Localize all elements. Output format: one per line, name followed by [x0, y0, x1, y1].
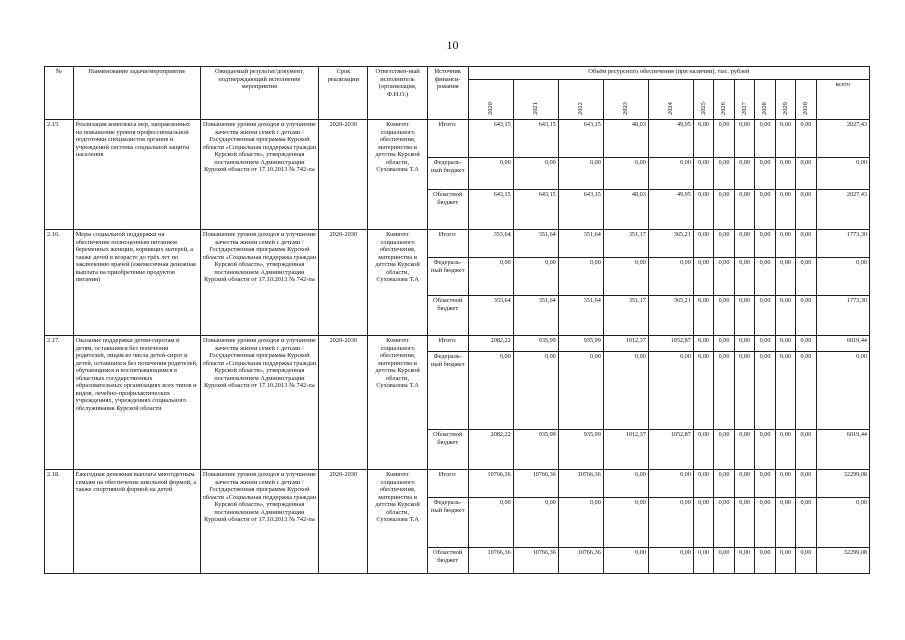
amount-cell: 0,00	[468, 258, 513, 296]
header-term: Срок реализации	[319, 67, 368, 120]
header-year	[603, 80, 648, 120]
header-year-label: 2021	[531, 102, 539, 115]
item-name: Меры социальной поддержки на обеспечение полноценным питанием беременных женщин, кормящих матерей, а также детей в возрасте до трёх лет по заключению врачей (ежемесячная денежная выплата на приобретение продуктов питания)	[73, 230, 200, 336]
amount-cell: 353,64	[468, 230, 513, 258]
amount-cell: 48,03	[603, 190, 648, 230]
header-num: №	[45, 67, 74, 120]
amount-cell: 0,00	[796, 498, 816, 548]
amount-cell: 0,00	[693, 120, 713, 158]
amount-cell: 0,00	[513, 158, 558, 190]
amount-cell: 10766,36	[558, 470, 603, 498]
header-volume: Объём ресурсного обеспечения (при наличии), тыс. рублей	[468, 67, 869, 80]
amount-cell: 0,00	[714, 158, 734, 190]
amount-cell: 0,00	[755, 498, 775, 548]
amount-cell: 48,03	[603, 120, 648, 158]
amount-cell: 643,15	[468, 190, 513, 230]
amount-cell: 49,95	[648, 190, 693, 230]
funding-source: Федераль-ный бюджет	[427, 258, 468, 296]
amount-cell: 643,15	[468, 120, 513, 158]
item-result: Повышение уровня доходов и улучшение качества жизни семей с детьми / Государственная программа Курской области «Социальная поддержка граждан Курской области», утвержденная постановлением Администрации Курской области от 17.10.2013 № 742-па	[200, 230, 319, 336]
amount-cell: 0,00	[755, 470, 775, 498]
amount-cell: 351,17	[603, 230, 648, 258]
header-year-label: 2025	[699, 102, 707, 115]
header-year-label: 2026	[720, 102, 728, 115]
amount-cell: 0,00	[775, 430, 795, 470]
amount-cell: 0,00	[796, 190, 816, 230]
amount-cell: 0,00	[734, 548, 754, 574]
amount-cell: 0,00	[714, 120, 734, 158]
amount-cell: 0,00	[693, 498, 713, 548]
header-year	[734, 80, 754, 120]
header-year	[468, 80, 513, 120]
amount-cell: 0,00	[603, 158, 648, 190]
amount-cell: 0,00	[648, 258, 693, 296]
amount-cell: 0,00	[558, 498, 603, 548]
amount-cell: 0,00	[775, 296, 795, 336]
amount-cell: 0,00	[796, 296, 816, 336]
item-responsible: Комитет социального обеспечения, материнства и детства Курской области, Суховалова Т.А	[368, 336, 427, 470]
amount-cell: 0,00	[755, 296, 775, 336]
item-responsible: Комитет социального обеспечения, материнства и детства Курской области, Суховалова Т.А	[368, 120, 427, 230]
item-term: 2020-2030	[319, 230, 368, 336]
amount-cell: 0,00	[775, 548, 795, 574]
amount-cell: 10766,36	[513, 548, 558, 574]
header-year-label: 2030	[802, 102, 810, 115]
header-year	[755, 80, 775, 120]
amount-cell: 0,00	[755, 548, 775, 574]
amount-cell: 0,00	[468, 352, 513, 430]
total-cell: 32299,08	[816, 470, 869, 498]
amount-cell: 0,00	[513, 352, 558, 430]
amount-cell: 0,00	[775, 470, 795, 498]
amount-cell: 0,00	[734, 470, 754, 498]
amount-cell: 0,00	[796, 258, 816, 296]
amount-cell: 0,00	[693, 258, 713, 296]
amount-cell: 351,64	[513, 230, 558, 258]
amount-cell: 0,00	[513, 258, 558, 296]
amount-cell: 0,00	[714, 230, 734, 258]
amount-cell: 0,00	[796, 430, 816, 470]
amount-cell: 351,17	[603, 296, 648, 336]
amount-cell: 0,00	[775, 120, 795, 158]
header-year	[513, 80, 558, 120]
amount-cell: 0,00	[714, 430, 734, 470]
amount-cell: 0,00	[796, 548, 816, 574]
amount-cell: 0,00	[775, 258, 795, 296]
amount-cell: 0,00	[714, 548, 734, 574]
amount-cell: 1052,87	[648, 430, 693, 470]
total-cell: 6019,44	[816, 336, 869, 352]
header-total: всего	[816, 80, 869, 120]
amount-cell: 0,00	[755, 258, 775, 296]
amount-cell: 643,15	[513, 190, 558, 230]
item-result: Повышение уровня доходов и улучшение качества жизни семей с детьми / Государственная программа Курской области «Социальная поддержка граждан Курской области», утвержденная постановлением Администрации Курской области от 17.10.2013 № 742-па	[200, 120, 319, 230]
funding-source: Федераль-ный бюджет	[427, 352, 468, 430]
amount-cell: 0,00	[714, 190, 734, 230]
amount-cell: 643,15	[558, 190, 603, 230]
amount-cell: 0,00	[603, 352, 648, 430]
amount-cell: 0,00	[734, 296, 754, 336]
amount-cell: 2082,22	[468, 336, 513, 352]
funding-source: Областной бюджет	[427, 296, 468, 336]
header-year-label: 2023	[622, 102, 630, 115]
amount-cell: 353,64	[468, 296, 513, 336]
amount-cell: 0,00	[734, 120, 754, 158]
amount-cell: 0,00	[796, 158, 816, 190]
item-number: 2.17.	[45, 336, 74, 470]
amount-cell: 365,21	[648, 296, 693, 336]
header-year	[775, 80, 795, 120]
total-cell: 1773,30	[816, 230, 869, 258]
amount-cell: 0,00	[648, 352, 693, 430]
amount-cell: 0,00	[648, 158, 693, 190]
header-year-label: 2024	[667, 102, 675, 115]
amount-cell: 0,00	[714, 258, 734, 296]
amount-cell: 643,15	[558, 120, 603, 158]
amount-cell: 0,00	[734, 336, 754, 352]
amount-cell: 0,00	[755, 190, 775, 230]
amount-cell: 0,00	[734, 158, 754, 190]
amount-cell: 2082,22	[468, 430, 513, 470]
item-number: 2.15.	[45, 120, 74, 230]
amount-cell: 351,64	[558, 230, 603, 258]
amount-cell: 0,00	[775, 190, 795, 230]
amount-cell: 0,00	[775, 498, 795, 548]
amount-cell: 0,00	[714, 352, 734, 430]
amount-cell: 0,00	[734, 230, 754, 258]
amount-cell: 0,00	[775, 230, 795, 258]
amount-cell: 0,00	[755, 230, 775, 258]
header-year-label: 2020	[486, 102, 494, 115]
amount-cell: 0,00	[558, 158, 603, 190]
item-result: Повышение уровня доходов и улучшение качества жизни семей с детьми / Государственная программа Курской области «Социальная поддержка граждан Курской области», утвержденная постановлением Администрации Курской области от 17.10.2013 № 742-па	[200, 470, 319, 574]
amount-cell: 1052,87	[648, 336, 693, 352]
amount-cell: 0,00	[755, 120, 775, 158]
total-cell: 2027,43	[816, 120, 869, 158]
amount-cell: 0,00	[796, 336, 816, 352]
header-source: Источник финанси-рования	[427, 67, 468, 120]
table-row	[45, 230, 870, 258]
amount-cell: 0,00	[693, 430, 713, 470]
item-name: Ежегодная денежная выплата многодетным семьям на обеспечение школьной формой, а также спортивной формой на детей	[73, 470, 200, 574]
amount-cell: 0,00	[775, 158, 795, 190]
header-year-label: 2022	[577, 102, 584, 115]
table-row	[45, 120, 870, 158]
item-number: 2.16.	[45, 230, 74, 336]
item-name: Реализация комплекса мер, направленных на повышение уровня профессиональной подготовки специалистов органов и учреждений системы социальной защиты населения	[73, 120, 200, 230]
header-responsible: Ответствен-ный исполнитель (организация, Ф.И.О.)	[368, 67, 427, 120]
table-row	[45, 336, 870, 352]
amount-cell: 0,00	[734, 498, 754, 548]
amount-cell: 10766,36	[558, 548, 603, 574]
item-term: 2020-2030	[319, 120, 368, 230]
amount-cell: 0,00	[734, 430, 754, 470]
amount-cell: 0,00	[693, 230, 713, 258]
item-responsible: Комитет социального обеспечения, материнства и детства Курской области, Суховалова Т.А	[368, 470, 427, 574]
header-name: Наименование задачи/мероприятия	[73, 67, 200, 120]
amount-cell: 0,00	[755, 430, 775, 470]
amount-cell: 935,99	[558, 336, 603, 352]
amount-cell: 0,00	[693, 352, 713, 430]
amount-cell: 351,64	[513, 296, 558, 336]
amount-cell: 935,99	[513, 336, 558, 352]
amount-cell: 0,00	[755, 336, 775, 352]
amount-cell: 0,00	[693, 296, 713, 336]
funding-source: Итого:	[427, 336, 468, 352]
amount-cell: 643,15	[513, 120, 558, 158]
total-cell: 0,00	[816, 258, 869, 296]
amount-cell: 0,00	[558, 258, 603, 296]
header-year	[558, 80, 603, 120]
amount-cell: 0,00	[693, 336, 713, 352]
amount-cell: 0,00	[693, 548, 713, 574]
amount-cell: 0,00	[734, 190, 754, 230]
header-year-label: 2027	[740, 102, 748, 115]
amount-cell: 10766,36	[468, 470, 513, 498]
amount-cell: 0,00	[755, 158, 775, 190]
amount-cell: 0,00	[468, 158, 513, 190]
header-year	[693, 80, 713, 120]
funding-source: Областной бюджет	[427, 430, 468, 470]
total-cell: 2027,43	[816, 190, 869, 230]
amount-cell: 365,21	[648, 230, 693, 258]
amount-cell: 0,00	[734, 352, 754, 430]
header-year-label: 2029	[781, 102, 789, 115]
table-row	[45, 470, 870, 498]
amount-cell: 10766,36	[513, 470, 558, 498]
total-cell: 1773,30	[816, 296, 869, 336]
total-cell: 0,00	[816, 498, 869, 548]
total-cell: 0,00	[816, 352, 869, 430]
header-result: Ожидаемый результат/документ, подтверждающий исполнение мероприятия	[200, 67, 319, 120]
amount-cell: 1012,37	[603, 430, 648, 470]
amount-cell: 0,00	[693, 158, 713, 190]
amount-cell: 0,00	[796, 470, 816, 498]
amount-cell: 0,00	[648, 470, 693, 498]
amount-cell: 0,00	[648, 498, 693, 548]
item-result: Повышение уровня доходов и улучшение качества жизни семей с детьми / Государственная программа Курской области «Социальная поддержка граждан Курской области», утвержденная постановлением Администрации Курской области от 17.10.2013 № 742-па	[200, 336, 319, 470]
amount-cell: 0,00	[796, 120, 816, 158]
amount-cell: 0,00	[796, 230, 816, 258]
amount-cell: 10766,36	[468, 548, 513, 574]
amount-cell: 1012,37	[603, 336, 648, 352]
item-responsible: Комитет социального обеспечения, материнства и детства Курской области, Суховалова Т.А	[368, 230, 427, 336]
amount-cell: 49,95	[648, 120, 693, 158]
funding-source: Областной бюджет	[427, 548, 468, 574]
page-number: 10	[446, 38, 459, 52]
item-term: 2020-2030	[319, 470, 368, 574]
funding-source: Итого:	[427, 230, 468, 258]
amount-cell: 0,00	[714, 498, 734, 548]
amount-cell: 0,00	[648, 548, 693, 574]
amount-cell: 0,00	[714, 336, 734, 352]
amount-cell: 0,00	[603, 498, 648, 548]
funding-source: Областной бюджет	[427, 190, 468, 230]
amount-cell: 0,00	[603, 548, 648, 574]
amount-cell: 0,00	[513, 498, 558, 548]
item-term: 2020-2030	[319, 336, 368, 470]
amount-cell: 0,00	[693, 470, 713, 498]
total-cell: 6019,44	[816, 430, 869, 470]
header-year	[714, 80, 734, 120]
amount-cell: 351,64	[558, 296, 603, 336]
amount-cell: 0,00	[775, 336, 795, 352]
funding-source: Итого:	[427, 470, 468, 498]
amount-cell: 0,00	[714, 470, 734, 498]
amount-cell: 0,00	[558, 352, 603, 430]
resource-table	[44, 66, 870, 574]
amount-cell: 0,00	[468, 498, 513, 548]
amount-cell: 0,00	[714, 296, 734, 336]
item-number: 2.18.	[45, 470, 74, 574]
amount-cell: 0,00	[734, 258, 754, 296]
amount-cell: 0,00	[775, 352, 795, 430]
amount-cell: 935,99	[513, 430, 558, 470]
total-cell: 32299,08	[816, 548, 869, 574]
amount-cell: 0,00	[693, 190, 713, 230]
header-year	[648, 80, 693, 120]
total-cell: 0,00	[816, 158, 869, 190]
header-year-label: 2028	[761, 102, 769, 115]
funding-source: Федераль-ный бюджет	[427, 498, 468, 548]
item-name: Оказание поддержки детям-сиротам и детям, оставшимся без попечения родителей, лицам из числа детей-сирот и детей, оставшихся без попечения родителей, обучающимся и воспитывающимся в областных государственных образовательных организациях всех типов и видов, лечебно-профилактических учреждениях, учреждениях социального обслуживания Курской области	[73, 336, 200, 470]
amount-cell: 935,99	[558, 430, 603, 470]
header-year	[796, 80, 816, 120]
amount-cell: 0,00	[603, 470, 648, 498]
funding-source: Федераль-ный бюджет	[427, 158, 468, 190]
amount-cell: 0,00	[796, 352, 816, 430]
amount-cell: 0,00	[755, 352, 775, 430]
funding-source: Итого:	[427, 120, 468, 158]
amount-cell: 0,00	[603, 258, 648, 296]
